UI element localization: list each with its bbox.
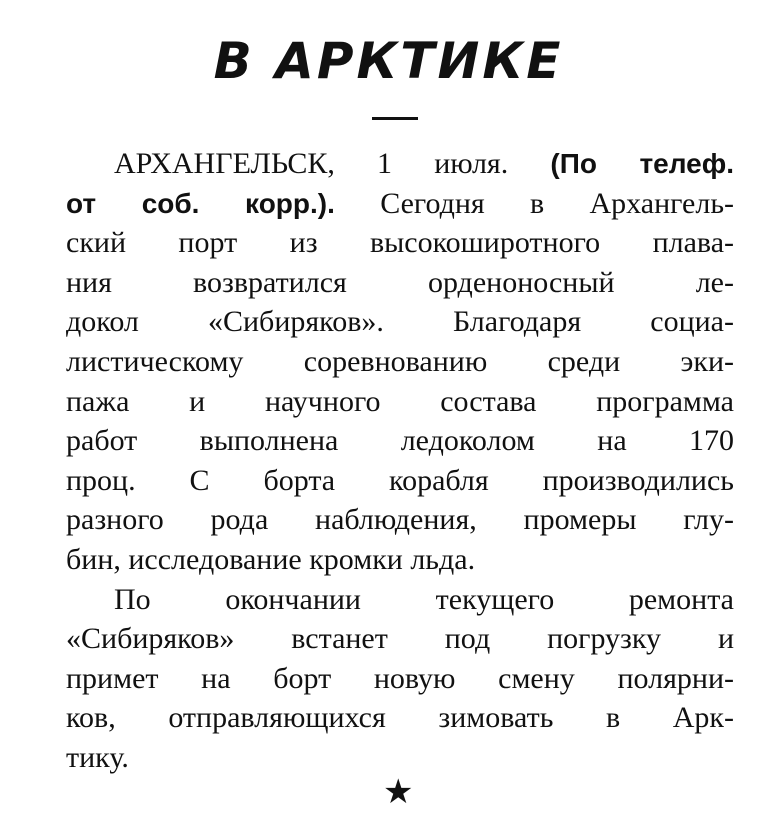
- article-body: [66, 144, 734, 778]
- paragraph-2-line-3: примет на борт новую смену полярни-: [66, 661, 734, 695]
- paragraph-1-line-9: проц. С борта корабля производились: [66, 463, 734, 497]
- paragraph-1-line-3: ский порт из высокоширотного плава-: [66, 226, 734, 260]
- dateline: АРХАНГЕЛЬСК, 1 июля.: [114, 147, 509, 180]
- paragraph-1-line-1: [66, 144, 734, 184]
- paragraph-1-line-6: листическому соревнованию среди эки-: [66, 344, 734, 378]
- attribution-end: от соб. корр.).: [66, 187, 335, 219]
- end-star-icon: ★: [383, 772, 414, 812]
- paragraph-1-line-7: пажа и научного состава программа: [66, 384, 734, 418]
- paragraph-1-line-10: разного рода наблюдения, промеры глу-: [66, 503, 734, 537]
- paragraph-1-line-11: бин, исследование кромки льда.: [66, 542, 476, 576]
- headline-rule: [372, 117, 418, 120]
- paragraph-2-line-1: По окончании текущего ремонта: [114, 582, 734, 616]
- article-headline: В АРКТИКЕ: [213, 32, 564, 90]
- paragraph-1-line-4: ния возвратился орденоносный ле-: [66, 265, 734, 299]
- paragraph-1-line-2: [66, 184, 734, 224]
- paragraph-2-line-5: тику.: [66, 740, 129, 774]
- attribution-start: (По телеф.: [550, 148, 734, 179]
- paragraph-1-line-2-text: Сегодня в Архангель-: [380, 186, 734, 220]
- paragraph-1-line-5: докол «Сибиряков». Благодаря социа-: [66, 305, 734, 339]
- paragraph-2-line-4: ков, отправляющихся зимовать в Арк-: [66, 701, 734, 735]
- paragraph-2-line-2: «Сибиряков» встанет под погрузку и: [66, 622, 734, 656]
- paragraph-1-line-8: работ выполнена ледоколом на 170: [66, 424, 734, 458]
